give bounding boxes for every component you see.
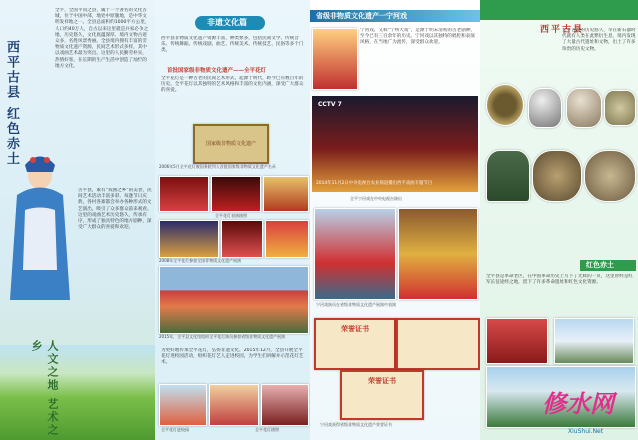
caption-2: 全平花灯表演剧照 <box>215 213 247 218</box>
certificate-3-title: 荣誉证书 <box>368 377 396 385</box>
panel4-intro: 全平古县的历史悠久，早在新石器时代就有人类在此繁衍生息，境内发现了大量古代遗址和文物，出土了许多珍贵的历史文物。 <box>562 28 636 52</box>
caption-8: 全平花灯剧照 <box>255 427 279 432</box>
panel1-intro: 全平，全国平顶之县，属于一个著名的文化古城，位于中国中部，地处中原腹地，是中华文明发祥地之一。全县总面积约1000平方公里，人口约40万人，自古以来这里就是兵家必争之地，历史悠久，文化底蕴深厚，境内文物古迹众多，名胜风景秀丽。全县境内拥有丰富的非物质文化遗产资源，民间艺术形式多样，其中以戏曲艺术最为突出。这里的人民勤劳朴实，热情好客，在长期的生产生活中创造了灿烂的地方文化。 <box>55 8 150 69</box>
photo-memorial <box>554 318 634 364</box>
opera-performer-illustration <box>5 150 75 300</box>
cctv-logo: CCTV 7 <box>318 101 342 108</box>
panel-ancient-county <box>480 0 638 440</box>
site-watermark: 修水网 <box>542 389 614 418</box>
photo-stage-6 <box>265 220 309 258</box>
photo-ninghe-2 <box>398 208 478 300</box>
artifact-vase <box>528 88 562 128</box>
panel-west-county <box>0 0 155 440</box>
panel3-caption-3: 宁河戏演员在省级非物质文化遗产展演中表演 <box>316 302 396 307</box>
caption-5: 2015年，全平县文化馆组织全平花灯演员参加省级非物质文化遗产展演 <box>159 334 286 339</box>
photo-ninghe-1 <box>314 208 396 300</box>
artifact-pot <box>584 150 636 202</box>
panel4-title: 西平古县 <box>540 25 585 35</box>
photo-school-3 <box>261 384 309 426</box>
panel3-header: 省级非物质文化遗产一宁河戏 <box>316 11 407 20</box>
panel3-intro: 宁河戏，又称“宁州大戏”，是源于明末清初的古老剧种，至今已有三百余年的历史。宁河戏以其独特的唱腔和表演风格，在当地广为流传，深受群众欢迎。 <box>360 28 476 46</box>
artifact-jar <box>566 88 602 128</box>
certificate-1-title: 荣誉证书 <box>341 325 369 333</box>
heritage-plaque <box>193 124 269 164</box>
photo-red-relic <box>486 318 548 364</box>
panel-ninghe-opera <box>310 0 480 440</box>
tv-caption: 2014年11月2日中央电视台农业频道播出西平戏曲专题节目 <box>316 181 433 186</box>
plaque-text: 国家级非物质文化遗产 <box>205 141 256 147</box>
green-band <box>480 0 638 20</box>
certificate-3 <box>340 370 424 420</box>
tv-screenshot <box>312 96 478 192</box>
artifact-bowl <box>604 90 636 126</box>
panel1-bottom-title: 人文之地 艺术之乡 <box>30 340 59 437</box>
panel2-intro: 西平县非物质文化遗产资源丰富，种类繁多，包括民间文学、传统音乐、传统舞蹈、传统戏剧、曲艺、传统美术、传统技艺、民俗等多个门类。 <box>161 36 304 54</box>
photo-school-2 <box>209 384 259 426</box>
artifact-coin <box>486 84 524 126</box>
certificate-1 <box>314 318 396 370</box>
photo-crowd <box>159 266 309 334</box>
panel3-caption-4: 宁河戏获得省级非物质文化遗产荣誉证书 <box>320 422 392 427</box>
panel2-body2: 为更好地传承全平花灯，弘扬非遗文化，2015年12月，全县开展全平花灯进校园活动，组织花灯艺人走进校园，为学生们讲解并示范花灯艺术。 <box>161 348 304 366</box>
rice-field-photo <box>0 345 155 440</box>
caption-6: 全平花灯进校园 <box>161 427 189 432</box>
panel2-body: 全平花灯是一种古老的民间艺术形式，起源于明代，距今已有数百年的历史。全平花灯以其独特的艺术风格和丰富的文化内涵，深受广大群众的喜爱。 <box>161 76 304 94</box>
photo-school-1 <box>159 384 207 426</box>
panel3-caption-1: 全平宁河戏在中央电视台演出 <box>350 196 402 201</box>
panel4-red-title: 红色赤土 <box>586 260 614 269</box>
photo-opera-stage <box>312 28 358 90</box>
artifact-vessel <box>532 150 582 202</box>
caption-3: 2008年全平花灯参加全国非物质文化遗产展演 <box>159 258 242 263</box>
panel1-body2: 古平县，素有“戏曲之乡”的美誉，民间艺术活动丰富多彩，每逢节日庆典，各村各寨都会举办各种形式的文艺演出，吸引了众多群众前来观看。这里的戏曲艺术历史悠久，传承有序，形成了独具特色的地方剧种，深受广大群众的喜爱和欢迎。 <box>78 188 152 231</box>
panel4-red-body: 全平县是革命老区，在中国革命历史上写下了光辉的一页，这里曾经是红军长征途经之地，留下了许多革命遗址和红色文化资源。 <box>486 274 634 286</box>
artifact-bell <box>486 150 530 202</box>
photo-stage-2 <box>211 176 261 212</box>
caption-1: 2006年5月全平花灯被国务院列入首批国家级非物质文化遗产名录 <box>159 164 276 169</box>
panel-intangible-heritage <box>155 0 310 440</box>
photo-stage-3 <box>263 176 309 212</box>
panel2-subheader: 首批国家级非物质文化遗产——全平花灯 <box>167 68 267 74</box>
panel1-title: 西平古县 红色赤土 <box>4 40 19 167</box>
photo-stage-4 <box>159 220 219 258</box>
photo-stage-5 <box>221 220 263 258</box>
site-watermark-url: XiuShui.Net <box>568 428 604 435</box>
panel2-header: 非遗文化篇 <box>207 17 247 27</box>
photo-stage-1 <box>159 176 209 212</box>
certificate-2 <box>396 318 480 370</box>
